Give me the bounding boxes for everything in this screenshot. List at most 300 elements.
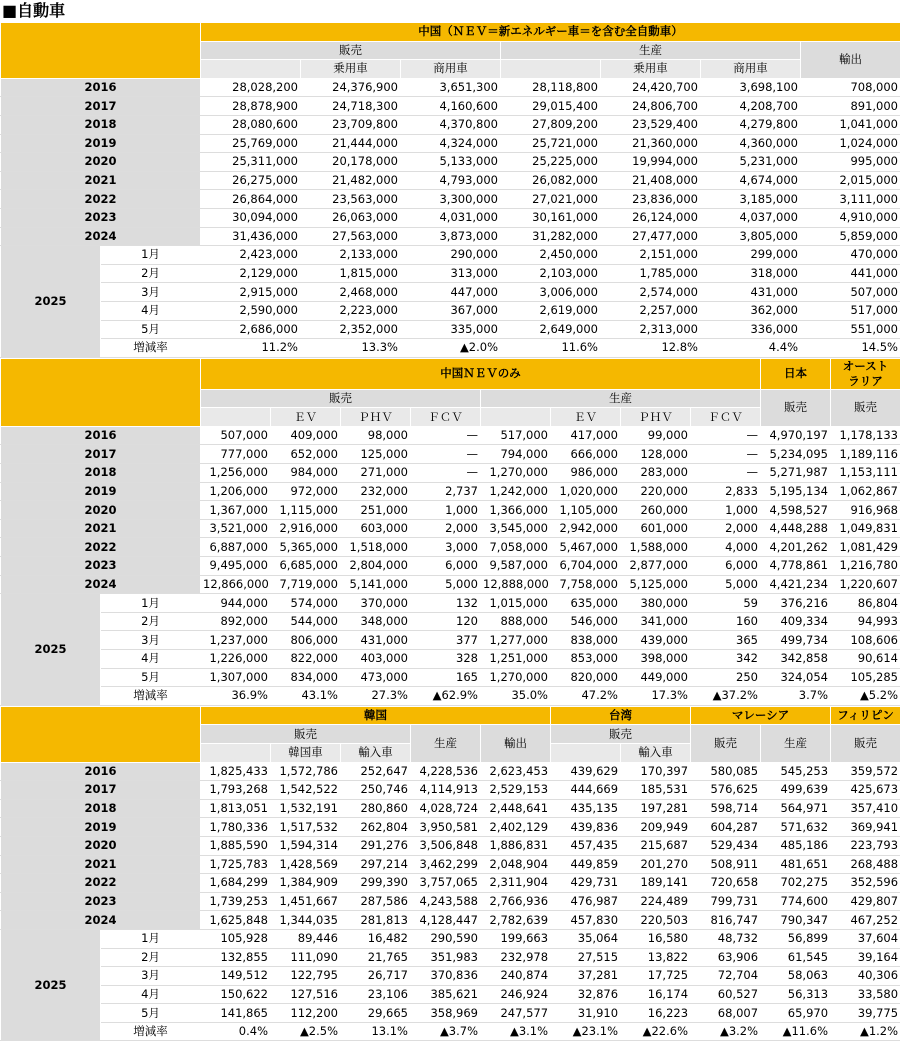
section2-group-header: 中国ＮＥＶのみ: [201, 358, 761, 389]
data-cell: 517,000: [801, 301, 900, 320]
data-cell: 370,836: [411, 967, 481, 986]
data-cell: 6,704,000: [551, 557, 621, 576]
month-row: [1, 948, 900, 967]
data-cell: 431,000: [701, 283, 801, 302]
data-cell: 5,141,000: [341, 575, 411, 594]
data-cell: 108,606: [831, 631, 900, 650]
data-cell: 409,334: [761, 612, 831, 631]
data-cell: 4,128,447: [411, 911, 481, 930]
data-cell: 2,804,000: [341, 557, 411, 576]
australia-header: [831, 358, 900, 389]
change-rate-cell: ▲23.1%: [551, 1022, 621, 1041]
data-cell: 2,833: [691, 482, 761, 501]
year-label: 2023: [1, 892, 201, 911]
change-rate-cell: 11.2%: [201, 339, 301, 358]
data-cell: 2,129,000: [201, 264, 301, 283]
year-row: [1, 557, 900, 576]
data-cell: 1,226,000: [201, 650, 271, 669]
data-cell: 4,208,700: [701, 97, 801, 116]
change-rate-cell: 13.1%: [341, 1022, 411, 1041]
change-rate-cell: 3.7%: [761, 687, 831, 706]
data-cell: 127,516: [271, 985, 341, 1004]
change-rate-label: 増減率: [101, 687, 201, 706]
data-cell: 7,758,000: [551, 575, 621, 594]
data-cell: 21,482,000: [301, 171, 401, 190]
data-cell: 457,435: [551, 836, 621, 855]
change-rate-cell: ▲22.6%: [621, 1022, 691, 1041]
month-label: 5月: [101, 668, 201, 687]
data-cell: 89,446: [271, 929, 341, 948]
data-cell: 2,448,641: [481, 799, 551, 818]
data-cell: 26,082,000: [501, 171, 601, 190]
month-row: [1, 967, 900, 986]
data-cell: 1,220,607: [831, 575, 900, 594]
data-cell: 12,866,000: [201, 575, 271, 594]
data-cell: 6,000: [411, 557, 481, 576]
data-cell: 652,000: [271, 445, 341, 464]
data-cell: 16,580: [621, 929, 691, 948]
data-cell: 21,408,000: [601, 171, 701, 190]
year-row: [1, 482, 900, 501]
korea-header: 韓国: [201, 706, 551, 725]
year-row: [1, 855, 900, 874]
data-cell: 944,000: [201, 594, 271, 613]
data-cell: 342,858: [761, 650, 831, 669]
data-cell: 1,793,268: [201, 781, 271, 800]
data-cell: 2,468,000: [301, 283, 401, 302]
data-cell: 6,000: [691, 557, 761, 576]
data-cell: 1,344,035: [271, 911, 341, 930]
data-cell: 2,015,000: [801, 171, 900, 190]
data-cell: 1,588,000: [621, 538, 691, 557]
data-cell: 246,924: [481, 985, 551, 1004]
data-cell: 2,352,000: [301, 320, 401, 339]
data-cell: 499,734: [761, 631, 831, 650]
month-row: [1, 631, 900, 650]
month-label: 1月: [101, 594, 201, 613]
data-cell: 290,590: [411, 929, 481, 948]
data-cell: 224,489: [621, 892, 691, 911]
data-cell: 58,063: [761, 967, 831, 986]
data-cell: 63,906: [691, 948, 761, 967]
year-row: [1, 190, 900, 209]
change-rate-cell: 43.1%: [271, 687, 341, 706]
data-cell: 32,876: [551, 985, 621, 1004]
data-cell: 4,910,000: [801, 208, 900, 227]
data-cell: 1,256,000: [201, 464, 271, 483]
section1-sales-blank: [201, 60, 301, 79]
korea-sales-blank: [201, 743, 271, 762]
year-label: 2020: [1, 836, 201, 855]
data-cell: 37,604: [831, 929, 900, 948]
korea-import-car-header: 輸入車: [341, 743, 411, 762]
korea-domestic-car-header: 韓国車: [271, 743, 341, 762]
data-cell: 603,000: [341, 519, 411, 538]
data-cell: 822,000: [271, 650, 341, 669]
data-cell: 26,275,000: [201, 171, 301, 190]
data-cell: 30,094,000: [201, 208, 301, 227]
data-cell: 341,000: [621, 612, 691, 631]
data-cell: 86,804: [831, 594, 900, 613]
data-cell: 1,270,000: [481, 668, 551, 687]
data-cell: 4,360,000: [701, 134, 801, 153]
data-cell: 467,252: [831, 911, 900, 930]
change-rate-label: 増減率: [101, 1022, 201, 1041]
data-cell: 3,185,000: [701, 190, 801, 209]
year-row: [1, 227, 900, 246]
data-cell: 29,015,400: [501, 97, 601, 116]
data-cell: 251,000: [341, 501, 411, 520]
month-label: 4月: [101, 301, 201, 320]
data-cell: 111,090: [271, 948, 341, 967]
year-label: 2023: [1, 208, 201, 227]
year-row: [1, 464, 900, 483]
data-cell: 2,311,904: [481, 874, 551, 893]
data-cell: 1,825,433: [201, 762, 271, 781]
year-2025-label: 2025: [1, 246, 101, 358]
data-cell: 1,216,780: [831, 557, 900, 576]
data-cell: 128,000: [621, 445, 691, 464]
data-cell: 13,822: [621, 948, 691, 967]
data-cell: 1,178,133: [831, 426, 900, 445]
data-cell: 2,737: [411, 482, 481, 501]
data-cell: 435,135: [551, 799, 621, 818]
data-cell: 1,572,786: [271, 762, 341, 781]
data-cell: 105,928: [201, 929, 271, 948]
data-cell: 99,000: [621, 426, 691, 445]
data-cell: 834,000: [271, 668, 341, 687]
year-row: [1, 799, 900, 818]
change-rate-cell: ▲3.7%: [411, 1022, 481, 1041]
header-corner: [1, 358, 201, 426]
japan-header: 日本: [761, 358, 831, 389]
data-cell: 359,572: [831, 762, 900, 781]
year-label: 2019: [1, 818, 201, 837]
data-cell: 457,830: [551, 911, 621, 930]
year-label: 2024: [1, 911, 201, 930]
data-cell: 90,614: [831, 650, 900, 669]
data-cell: 150,622: [201, 985, 271, 1004]
month-row: [1, 985, 900, 1004]
section1-sales-commercial-header: 商用車: [401, 60, 501, 79]
data-cell: 2,223,000: [301, 301, 401, 320]
data-cell: 2,313,000: [601, 320, 701, 339]
data-cell: 4,160,600: [401, 97, 501, 116]
data-cell: 1,367,000: [201, 501, 271, 520]
data-cell: 24,806,700: [601, 97, 701, 116]
month-row: [1, 929, 900, 948]
taiwan-sales-header: 販売: [551, 725, 691, 744]
data-cell: 37,281: [551, 967, 621, 986]
data-cell: 986,000: [551, 464, 621, 483]
data-cell: 4,674,000: [701, 171, 801, 190]
data-cell: 5,000: [411, 575, 481, 594]
data-cell: 369,941: [831, 818, 900, 837]
data-cell: 720,658: [691, 874, 761, 893]
section1-sales-header: 販売: [201, 41, 501, 60]
data-cell: 995,000: [801, 153, 900, 172]
data-cell: 576,625: [691, 781, 761, 800]
data-cell: 4,970,197: [761, 426, 831, 445]
data-cell: 132: [411, 594, 481, 613]
change-rate-cell: ▲2.0%: [401, 339, 501, 358]
data-cell: —: [691, 426, 761, 445]
data-cell: 385,621: [411, 985, 481, 1004]
data-cell: 1,785,000: [601, 264, 701, 283]
data-cell: 335,000: [401, 320, 501, 339]
data-cell: 417,000: [551, 426, 621, 445]
data-cell: 1,886,831: [481, 836, 551, 855]
data-cell: 470,000: [801, 246, 900, 265]
data-cell: 189,141: [621, 874, 691, 893]
year-label: 2017: [1, 781, 201, 800]
section1-prod-commercial-header: 商用車: [701, 60, 801, 79]
data-cell: 1,518,000: [341, 538, 411, 557]
data-cell: 2,133,000: [301, 246, 401, 265]
data-cell: 3,006,000: [501, 283, 601, 302]
data-cell: 580,085: [691, 762, 761, 781]
data-cell: 601,000: [621, 519, 691, 538]
change-rate-cell: 47.2%: [551, 687, 621, 706]
year-label: 2021: [1, 519, 201, 538]
data-cell: 708,000: [801, 78, 900, 97]
taiwan-header: 台湾: [551, 706, 691, 725]
data-cell: 2,151,000: [601, 246, 701, 265]
data-cell: 508,911: [691, 855, 761, 874]
data-cell: 26,063,000: [301, 208, 401, 227]
data-cell: 3,757,065: [411, 874, 481, 893]
data-cell: 2,402,129: [481, 818, 551, 837]
data-cell: 3,506,848: [411, 836, 481, 855]
data-cell: 3,950,581: [411, 818, 481, 837]
data-cell: 2,916,000: [271, 519, 341, 538]
data-cell: 27,021,000: [501, 190, 601, 209]
year-2025-label: 2025: [1, 594, 101, 706]
data-cell: 16,174: [621, 985, 691, 1004]
data-cell: 2,048,904: [481, 855, 551, 874]
korea-export-header: 輸出: [481, 725, 551, 762]
data-cell: —: [691, 445, 761, 464]
data-cell: 473,000: [341, 668, 411, 687]
data-cell: 105,285: [831, 668, 900, 687]
data-cell: 5,271,987: [761, 464, 831, 483]
month-label: 3月: [101, 631, 201, 650]
data-cell: 68,007: [691, 1004, 761, 1023]
data-cell: 281,813: [341, 911, 411, 930]
data-cell: 313,000: [401, 264, 501, 283]
data-cell: 5,859,000: [801, 227, 900, 246]
year-row: [1, 134, 900, 153]
data-cell: 481,651: [761, 855, 831, 874]
data-cell: 199,663: [481, 929, 551, 948]
data-cell: 3,300,000: [401, 190, 501, 209]
data-cell: 318,000: [701, 264, 801, 283]
data-cell: 35,064: [551, 929, 621, 948]
data-cell: 1,020,000: [551, 482, 621, 501]
data-cell: 2,619,000: [501, 301, 601, 320]
data-cell: 439,000: [621, 631, 691, 650]
section1-sales-passenger-header: 乗用車: [301, 60, 401, 79]
data-cell: 56,899: [761, 929, 831, 948]
data-cell: 367,000: [401, 301, 501, 320]
korea-production-header: 生産: [411, 725, 481, 762]
data-cell: 429,731: [551, 874, 621, 893]
change-rate-cell: 36.9%: [201, 687, 271, 706]
data-cell: 170,397: [621, 762, 691, 781]
data-cell: 544,000: [271, 612, 341, 631]
year-label: 2019: [1, 134, 201, 153]
data-cell: 1,780,336: [201, 818, 271, 837]
section2-prod-blank: [481, 408, 551, 427]
asia-countries-table: [0, 706, 900, 1042]
data-cell: 25,225,000: [501, 153, 601, 172]
data-cell: 1,684,299: [201, 874, 271, 893]
taiwan-sales-blank: [551, 743, 621, 762]
data-cell: 3,521,000: [201, 519, 271, 538]
year-label: 2023: [1, 557, 201, 576]
malaysia-production-header: 生産: [761, 725, 831, 762]
japan-sales-header: 販売: [761, 389, 831, 426]
year-row: [1, 892, 900, 911]
data-cell: 2,623,453: [481, 762, 551, 781]
data-cell: 816,747: [691, 911, 761, 930]
data-cell: 3,698,100: [701, 78, 801, 97]
change-rate-cell: 35.0%: [481, 687, 551, 706]
data-cell: 6,685,000: [271, 557, 341, 576]
data-cell: 220,000: [621, 482, 691, 501]
year-label: 2016: [1, 426, 201, 445]
data-cell: 352,596: [831, 874, 900, 893]
section2-sales-blank: [201, 408, 271, 427]
year-label: 2024: [1, 575, 201, 594]
data-cell: 1,189,116: [831, 445, 900, 464]
change-rate-cell: 17.3%: [621, 687, 691, 706]
change-rate-cell: ▲62.9%: [411, 687, 481, 706]
data-cell: 2,686,000: [201, 320, 301, 339]
data-cell: 65,970: [761, 1004, 831, 1023]
section2-sales-phv-header: ＰＨＶ: [341, 408, 411, 427]
change-rate-row: [1, 687, 900, 706]
section1-prod-passenger-header: 乗用車: [601, 60, 701, 79]
month-label: 2月: [101, 948, 201, 967]
data-cell: 1,532,191: [271, 799, 341, 818]
change-rate-cell: ▲37.2%: [691, 687, 761, 706]
data-cell: 517,000: [481, 426, 551, 445]
data-cell: 2,529,153: [481, 781, 551, 800]
year-label: 2019: [1, 482, 201, 501]
data-cell: 39,775: [831, 1004, 900, 1023]
data-cell: 30,161,000: [501, 208, 601, 227]
data-cell: 2,000: [411, 519, 481, 538]
data-cell: 4,037,000: [701, 208, 801, 227]
data-cell: 31,436,000: [201, 227, 301, 246]
month-label: 3月: [101, 967, 201, 986]
data-cell: 141,865: [201, 1004, 271, 1023]
change-rate-cell: 14.5%: [801, 339, 900, 358]
data-cell: 376,216: [761, 594, 831, 613]
data-cell: 23,529,400: [601, 115, 701, 134]
section1-export-header: 輸出: [801, 41, 900, 78]
month-row: [1, 668, 900, 687]
data-cell: 1,307,000: [201, 668, 271, 687]
data-cell: 1,725,783: [201, 855, 271, 874]
change-rate-cell: ▲3.1%: [481, 1022, 551, 1041]
data-cell: 635,000: [551, 594, 621, 613]
data-cell: 232,978: [481, 948, 551, 967]
malaysia-sales-header: 販売: [691, 725, 761, 762]
data-cell: 564,971: [761, 799, 831, 818]
change-rate-label: 増減率: [101, 339, 201, 358]
data-cell: 5,000: [691, 575, 761, 594]
data-cell: 358,969: [411, 1004, 481, 1023]
data-cell: 3,651,300: [401, 78, 501, 97]
month-row: [1, 301, 900, 320]
data-cell: 61,545: [761, 948, 831, 967]
data-cell: 1,251,000: [481, 650, 551, 669]
section2-prod-phv-header: ＰＨＶ: [621, 408, 691, 427]
data-cell: 377: [411, 631, 481, 650]
year-row: [1, 171, 900, 190]
data-cell: 3,873,000: [401, 227, 501, 246]
data-cell: 27,809,200: [501, 115, 601, 134]
data-cell: 31,910: [551, 1004, 621, 1023]
month-row: [1, 594, 900, 613]
data-cell: 1,049,831: [831, 519, 900, 538]
data-cell: 260,000: [621, 501, 691, 520]
month-label: 5月: [101, 1004, 201, 1023]
data-cell: 25,769,000: [201, 134, 301, 153]
month-label: 3月: [101, 283, 201, 302]
change-rate-cell: 12.8%: [601, 339, 701, 358]
data-cell: 476,987: [551, 892, 621, 911]
data-cell: 2,649,000: [501, 320, 601, 339]
data-cell: 6,887,000: [201, 538, 271, 557]
data-cell: 5,467,000: [551, 538, 621, 557]
year-label: 2022: [1, 538, 201, 557]
header-corner: [1, 23, 201, 79]
year-row: [1, 781, 900, 800]
data-cell: 262,804: [341, 818, 411, 837]
change-rate-row: [1, 339, 900, 358]
year-row: [1, 501, 900, 520]
data-cell: 21,444,000: [301, 134, 401, 153]
data-cell: 891,000: [801, 97, 900, 116]
data-cell: 328: [411, 650, 481, 669]
section2-prod-fcv-header: ＦＣＶ: [691, 408, 761, 427]
data-cell: 820,000: [551, 668, 621, 687]
data-cell: 72,704: [691, 967, 761, 986]
data-cell: 290,000: [401, 246, 501, 265]
change-rate-cell: 0.4%: [201, 1022, 271, 1041]
page-title: ■自動車: [2, 1, 66, 20]
data-cell: 1,206,000: [201, 482, 271, 501]
data-cell: —: [691, 464, 761, 483]
data-cell: 4,201,262: [761, 538, 831, 557]
year-label: 2022: [1, 874, 201, 893]
month-label: 2月: [101, 612, 201, 631]
data-cell: 1,115,000: [271, 501, 341, 520]
data-cell: 5,133,000: [401, 153, 501, 172]
data-cell: 149,512: [201, 967, 271, 986]
change-rate-cell: 11.6%: [501, 339, 601, 358]
section1-prod-blank: [501, 60, 601, 79]
data-cell: 1,277,000: [481, 631, 551, 650]
year-2025-label: 2025: [1, 929, 101, 1041]
data-cell: 125,000: [341, 445, 411, 464]
month-label: 4月: [101, 985, 201, 1004]
data-cell: —: [411, 445, 481, 464]
change-rate-cell: 13.3%: [301, 339, 401, 358]
